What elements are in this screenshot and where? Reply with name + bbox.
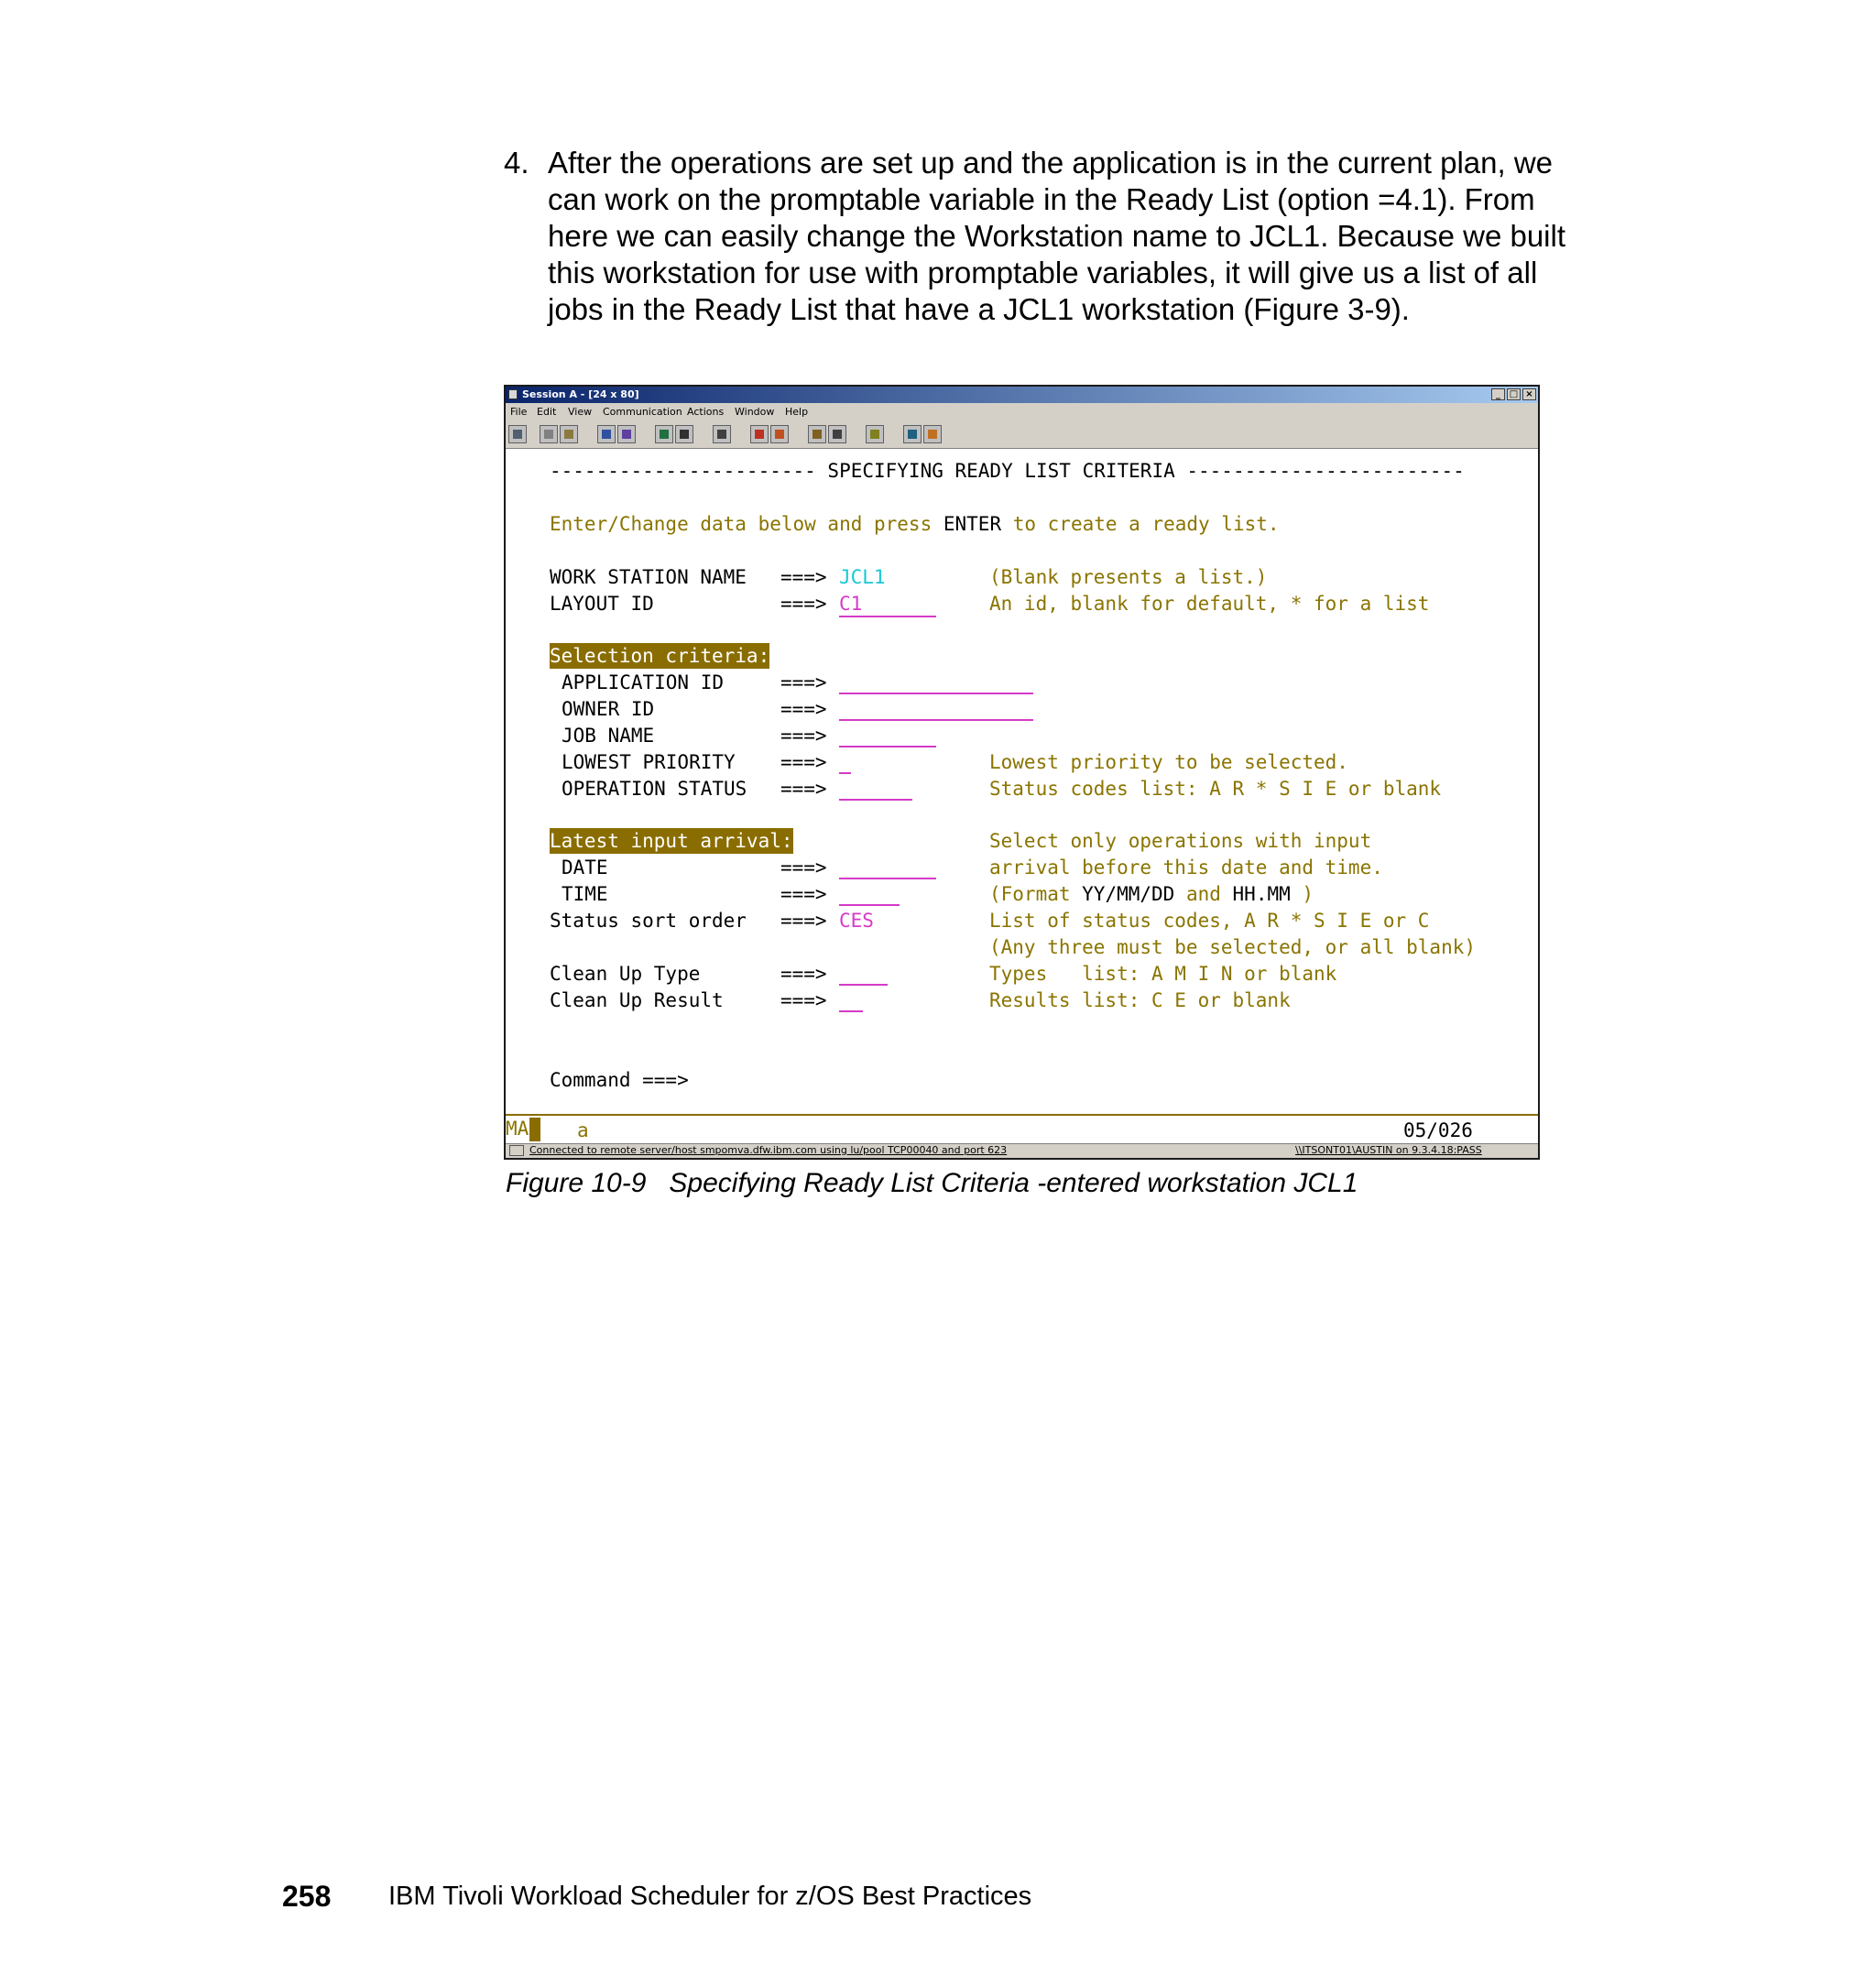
screen-header: ----------------------- SPECIFYING READY LIST CRITERIA ------------------------	[550, 460, 1465, 482]
step-line: jobs in the Ready List that have a JCL1 workstation (Figure 3-9).	[548, 292, 1410, 326]
arrow: ===>	[780, 725, 827, 747]
globe-icon[interactable]	[903, 425, 922, 443]
paste-icon[interactable]	[560, 425, 578, 443]
oia-indicator: MA	[506, 1118, 529, 1140]
format-hint: (Format YY/MM/DD and HH.MM )	[989, 883, 1314, 905]
arrow: ===>	[780, 751, 827, 773]
workstation-hint: (Blank presents a list.)	[989, 566, 1268, 588]
lowest-priority-label: LOWEST PRIORITY	[562, 751, 736, 773]
keypad-icon[interactable]	[808, 425, 826, 443]
arrow: ===>	[780, 883, 827, 905]
help-icon[interactable]	[923, 425, 942, 443]
date-label: DATE	[562, 857, 608, 878]
arrow: ===>	[780, 671, 827, 693]
operation-status-hint: Status codes list: A R * S I E or blank	[989, 778, 1442, 800]
status-bar	[506, 1143, 1538, 1158]
time-label: TIME	[562, 883, 608, 905]
print-icon[interactable]	[508, 425, 527, 443]
workstation-input[interactable]: JCL1	[839, 566, 886, 588]
close-button[interactable]: ×	[1522, 388, 1536, 400]
application-id-label: APPLICATION ID	[562, 671, 725, 693]
session-icon	[508, 389, 518, 399]
menu-edit[interactable]: Edit	[537, 406, 557, 418]
cursor-position: 05/026	[1403, 1119, 1473, 1141]
menu-view[interactable]: View	[568, 406, 593, 418]
arrow: ===>	[780, 698, 827, 720]
arrow: ===>	[780, 857, 827, 878]
time-input[interactable]	[839, 904, 900, 906]
arrow: ===>	[780, 989, 827, 1011]
menu-file[interactable]: File	[510, 406, 528, 418]
status-connection: Connected to remote server/host smpomva.dfw.ibm.com using lu/pool TCP00040 and port 623	[529, 1144, 1008, 1156]
arrow: ===>	[780, 910, 827, 932]
oia-block	[529, 1118, 540, 1141]
connection-icon	[509, 1145, 524, 1156]
screen-icon[interactable]	[675, 425, 693, 443]
layout-label: LAYOUT ID	[550, 593, 654, 615]
arrow: ===>	[780, 593, 827, 615]
status-sort-hint-2: (Any three must be selected, or all blank)	[989, 936, 1477, 958]
arrival-hint-1: Select only operations with input	[989, 830, 1372, 852]
workstation-label: WORK STATION NAME	[550, 566, 747, 588]
lowest-priority-hint: Lowest priority to be selected.	[989, 751, 1348, 773]
play-icon[interactable]	[770, 425, 789, 443]
restore-button[interactable]: □	[1507, 388, 1521, 400]
status-sort-order-input[interactable]: CES	[839, 910, 874, 932]
step-line: here we can easily change the Workstation name to JCL1. Because we built	[548, 219, 1566, 253]
job-name-input[interactable]	[839, 746, 936, 747]
terminal-window-screenshot	[504, 385, 1540, 1160]
operation-status-label: OPERATION STATUS	[562, 778, 747, 800]
arrow: ===>	[780, 963, 827, 985]
cleanup-type-label: Clean Up Type	[550, 963, 701, 985]
toolbar	[506, 421, 1538, 449]
owner-id-label: OWNER ID	[562, 698, 655, 720]
menu-window[interactable]: Window	[735, 406, 775, 418]
step-line: After the operations are set up and the application is in the current plan, we	[548, 146, 1554, 180]
macro-icon[interactable]	[713, 425, 731, 443]
status-sort-order-label: Status sort order	[550, 910, 747, 932]
operation-status-input[interactable]	[839, 799, 912, 801]
cleanup-type-input[interactable]	[839, 984, 888, 986]
layout-input-underline	[839, 616, 936, 617]
clipboard-icon[interactable]	[866, 425, 884, 443]
selection-criteria-header: Selection criteria:	[550, 645, 770, 667]
step-line: can work on the promptable variable in the Ready List (option =4.1). From	[548, 182, 1535, 216]
menu-help[interactable]: Help	[785, 406, 809, 418]
terminal-screen	[506, 449, 1538, 1114]
send-icon[interactable]	[597, 425, 616, 443]
menu-communication[interactable]: Communication	[603, 406, 682, 418]
step-line: this workstation for use with promptable variables, it will give us a list of all	[548, 256, 1538, 289]
layout-input[interactable]: C1	[839, 593, 863, 615]
book-title: IBM Tivoli Workload Scheduler for z/OS Best Practices	[388, 1882, 1032, 1911]
latest-input-arrival-header: Latest input arrival:	[550, 830, 793, 852]
layout-hint: An id, blank for default, * for a list	[989, 593, 1430, 615]
job-name-label: JOB NAME	[562, 725, 655, 747]
record-icon[interactable]	[750, 425, 769, 443]
oia-session: a	[577, 1119, 589, 1141]
status-server: \\ITSONT01\AUSTIN on 9.3.4.18:PASS	[1295, 1144, 1482, 1156]
application-id-input[interactable]	[839, 693, 1033, 694]
page-number: 258	[282, 1880, 332, 1913]
lowest-priority-input[interactable]	[839, 772, 851, 774]
cleanup-result-label: Clean Up Result	[550, 989, 724, 1011]
arrow: ===>	[780, 778, 827, 800]
command-label: Command ===>	[550, 1069, 689, 1091]
keyboard-icon[interactable]	[828, 425, 846, 443]
minimize-button[interactable]: _	[1491, 388, 1505, 400]
step-number: 4.	[504, 146, 529, 180]
title-bar	[506, 387, 1538, 403]
menu-actions[interactable]: Actions	[687, 406, 725, 418]
instruction-text: Enter/Change data below and press ENTER to create a ready list.	[550, 513, 1280, 535]
cleanup-result-input[interactable]	[839, 1010, 863, 1012]
arrival-hint-2: arrival before this date and time.	[989, 857, 1383, 878]
arrow: ===>	[780, 566, 827, 588]
display-icon[interactable]	[655, 425, 673, 443]
menu-bar	[506, 403, 1538, 421]
owner-id-input[interactable]	[839, 719, 1033, 721]
operator-info-area	[506, 1114, 1538, 1143]
cleanup-result-hint: Results list: C E or blank	[989, 989, 1291, 1011]
copy-icon[interactable]	[540, 425, 558, 443]
figure-caption: Figure 10-9 Specifying Ready List Criteria -entered workstation JCL1	[506, 1168, 1358, 1198]
window-title: Session A - [24 x 80]	[522, 388, 639, 400]
status-sort-hint: List of status codes, A R * S I E or C	[989, 910, 1430, 932]
receive-icon[interactable]	[617, 425, 636, 443]
cleanup-type-hint: Types list: A M I N or blank	[989, 963, 1337, 985]
date-input[interactable]	[839, 878, 936, 879]
